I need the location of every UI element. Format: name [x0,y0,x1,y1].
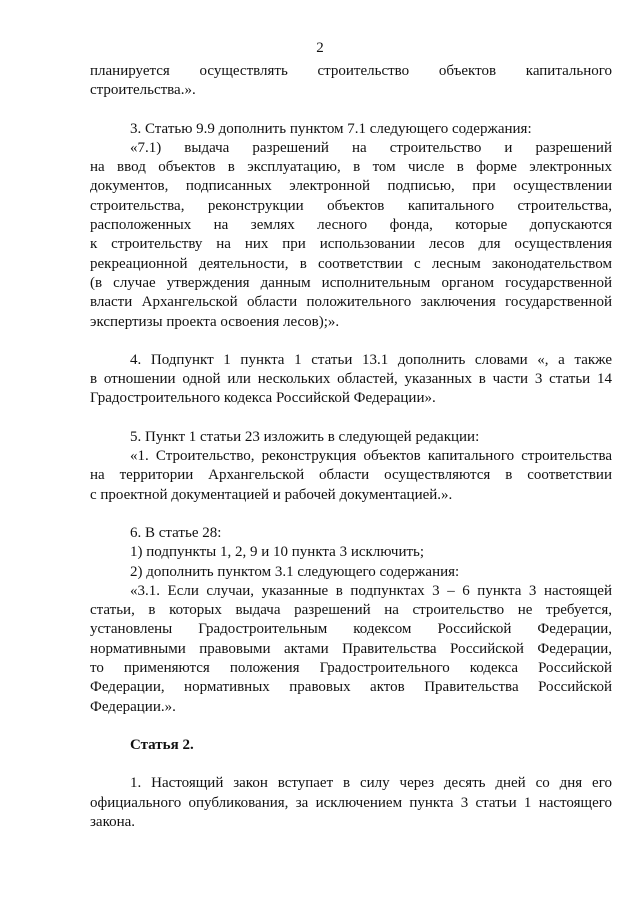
text-line: строительства.». [90,82,196,99]
text-line: (в случае утверждения данным исполнительным органом государственной [90,274,612,291]
text-line: планируется осуществлять строительство объектов капитального [90,63,612,79]
paragraph-gap [90,755,612,774]
text-line: «7.1) выдача разрешений на строительство и разрешений [130,139,612,156]
text-line: документов, подписанных электронной подписью, при осуществлении [90,178,612,195]
text-line: строительства, реконструкции объектов капитального строительства, [90,197,612,214]
text-line: к строительству на них при использовании лесов для осуществления [90,236,612,253]
paragraph [90,120,612,139]
paragraph-gap [90,409,612,428]
paragraph [90,582,612,717]
paragraph-gap [90,505,612,524]
text-line: власти Архангельской области положительного заключения государственной [90,294,612,311]
text-line: в отношении одной или нескольких областей, указанных в части 3 статьи 14 [90,371,612,388]
text-line: 5. Пункт 1 статьи 23 изложить в следующей редакции: [130,428,480,445]
text-line: расположенных на землях лесного фонда, которые допускаются [90,217,612,234]
text-line: 2) дополнить пунктом 3.1 следующего содержания: [130,563,460,580]
paragraph [90,563,612,582]
text-line: на территории Архангельской области осуществляются в соответствии [90,467,612,484]
text-line: нормативными правовыми актами Правительства Российской Федерации, [90,640,612,657]
text-line: Федерации, нормативных правовых актов Правительства Российской [90,679,612,696]
paragraph [90,524,612,543]
text-line: то применяются положения Градостроительного кодекса Российской [90,660,612,677]
text-line: с проектной документацией и рабочей документацией.». [90,486,453,503]
text-line: 1) подпункты 1, 2, 9 и 10 пункта 3 исключить; [130,544,425,561]
text-line: закона. [90,813,136,830]
text-line: Статья 2. [130,736,194,753]
paragraph-gap [90,101,612,120]
text-line: Федерации.». [90,698,176,715]
paragraph-gap [90,332,612,351]
text-line: 1. Настоящий закон вступает в силу через десять дней со дня его [130,775,612,792]
paragraph [90,774,612,832]
text-line: Градостроительного кодекса Российской Федерации». [90,390,436,407]
paragraph [90,543,612,562]
text-line: «3.1. Если случаи, указанные в подпунктах 3 – 6 пункта 3 настоящей [130,582,612,599]
paragraph [90,351,612,409]
text-line: 6. В статье 28: [130,524,222,541]
text-line: статьи, в которых выдача разрешений на строительство не требуется, [90,602,612,619]
text-line: экспертизы проекта освоения лесов);». [90,313,340,330]
paragraph [90,447,612,505]
paragraph-gap [90,717,612,736]
text-line: 4. Подпункт 1 пункта 1 статьи 13.1 дополнить словами «, а также [130,351,612,368]
paragraph [90,139,612,332]
text-line: установлены Градостроительным кодексом Российской Федерации, [90,621,612,638]
text-line: на ввод объектов в эксплуатацию, в том числе в форме электронных [90,159,612,176]
paragraph [90,62,612,101]
text-line: «1. Строительство, реконструкция объектов капитального строительства [130,448,612,465]
paragraph [90,428,612,447]
text-line: рекреационной деятельности, в соответствии с лесным законодательством [90,255,612,272]
section-heading [90,736,612,755]
document-body [90,62,612,832]
text-line: официального опубликования, за исключением пункта 3 статьи 1 настоящего [90,794,612,811]
page-number: 2 [316,40,324,56]
text-line: 3. Статью 9.9 дополнить пунктом 7.1 следующего содержания: [130,120,532,137]
